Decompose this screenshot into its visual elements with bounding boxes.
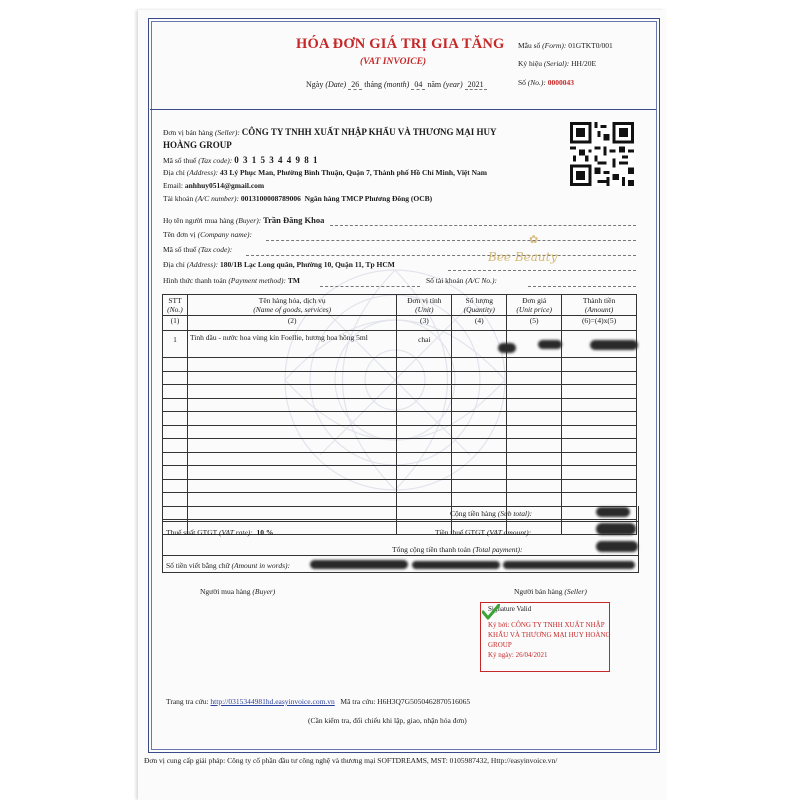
redacted-words-3 [503,561,635,569]
bee-beauty-watermark: Bee Beauty [488,250,558,264]
buyer-signature-label: Người mua hàng (Buyer) [200,587,276,596]
lookup-info: Trang tra cứu: http://0315344981hd.easyinvoice.com.vn Mã tra cứu: H6H3Q7G5050462870516065 [166,697,471,706]
col-header-unit: Đơn vị tính (Unit) [397,295,452,316]
qr-code-icon [570,122,634,186]
col-header-unit-price: Đơn giá (Unit price) [507,295,562,316]
col-header-quantity: Số lượng (Quantity) [452,295,507,316]
buyer-name: Họ tên người mua hàng (Buyer): Trần Đăng Khoa [163,215,325,225]
total-payment-label: Tổng cộng tiền thanh toán (Total payment): [392,545,523,554]
redacted-quantity [498,343,516,353]
amount-in-words: Số tiền viết bằng chữ (Amount in words): [166,561,290,570]
seller-tax-code: Mã số thuế (Tax code): 0 3 1 5 3 4 4 9 8 1 [163,155,319,165]
lookup-link[interactable]: http://0315344981hd.easyinvoice.com.vn [210,697,335,706]
signature-valid-text: Signature Valid [488,605,532,613]
buyer-account: Số tài khoản (A/C No.): [426,276,498,285]
signed-by: Ký bởi: CÔNG TY TNHH XUẤT NHẬP KHẨU VÀ THƯƠNG MẠI HUY HOÀNG GROUP Ký ngày: 26/04/2021 [488,621,611,659]
header-divider [150,109,656,110]
invoice-subtitle: (VAT INVOICE) [360,57,427,67]
seller-signature-label: Người bán hàng (Seller) [514,587,587,596]
table-header-row [163,295,637,316]
seller-account: Tài khoản (A/C number): 0013100008789006 Ngân hàng TMCP Phương Đông (OCB) [163,194,433,203]
table-index-row: (1) (2) (3) (4) (5) (6)=(4)x(5) [163,316,637,331]
redacted-total [596,541,638,552]
seller-email: Email: anhhuy0514@gmail.com [163,181,265,190]
redacted-vat-amount [596,523,636,535]
invoice-number: Số (No.): 0000043 [518,78,575,87]
seller-name-line2: HOÀNG GROUP [163,140,232,150]
table-row: 1 Tinh dầu - nước hoa vùng kín Foellie, hương hoa hồng 5ml chai [163,331,637,358]
vat-amount-label: Tiền thuế GTGT (VAT amount): [435,528,532,537]
col-header-amount: Thành tiền (Amount) [562,295,637,316]
col-header-name: Tên hàng hóa, dịch vụ (Name of goods, services) [187,295,396,316]
buyer-company: Tên đơn vị (Company name): [163,230,252,239]
redacted-unit-price [538,340,562,349]
col-header-no: STT (No.) [163,295,188,316]
buyer-address: Địa chỉ (Address): 180/1B Lạc Long quân, Phường 10, Quận 11, Tp HCM [163,260,395,269]
seller-name: Đơn vị bán hàng (Seller): CÔNG TY TNHH XUẤT NHẬP KHẨU VÀ THƯƠNG MẠI HUY [163,127,497,137]
items-table [162,294,637,535]
checkmark-icon [482,604,500,620]
redacted-amount [590,340,638,350]
subtotal-label: Cộng tiền hàng (Sub total): [450,509,533,518]
serial-number: Ký hiệu (Serial): HH/20E [518,59,597,68]
vat-rate: Thuế suất GTGT (VAT rate): 10 % [166,528,274,537]
redacted-subtotal [596,507,630,517]
verification-note: (Cần kiểm tra, đối chiếu khi lập, giao, nhận hóa đơn) [308,716,467,725]
redacted-words-2 [412,561,500,569]
provider-footer: Đơn vị cung cấp giải pháp: Công ty cổ phần đầu tư công nghệ và thương mại SOFTDREAMS, MST: 0105987432, Http://easyinvoice.vn/ [144,756,558,765]
redacted-words-1 [310,560,408,569]
seller-address: Địa chỉ (Address): 43 Lý Phục Man, Phường Bình Thuận, Quận 7, Thành phố Hồ Chí Minh, Việt Nam [163,168,488,177]
buyer-payment-method: Hình thức thanh toán (Payment method): TM [163,276,300,285]
form-number: Mẫu số (Form): 01GTKT0/001 [518,41,613,50]
invoice-date: Ngày (Date) 26 tháng (month) 04 năm (year) 2021 [306,80,487,89]
flower-icon: ✿ [529,234,539,246]
invoice-title: HÓA ĐƠN GIÁ TRỊ GIA TĂNG [296,36,505,52]
buyer-tax-code: Mã số thuế (Tax code): [163,245,233,254]
